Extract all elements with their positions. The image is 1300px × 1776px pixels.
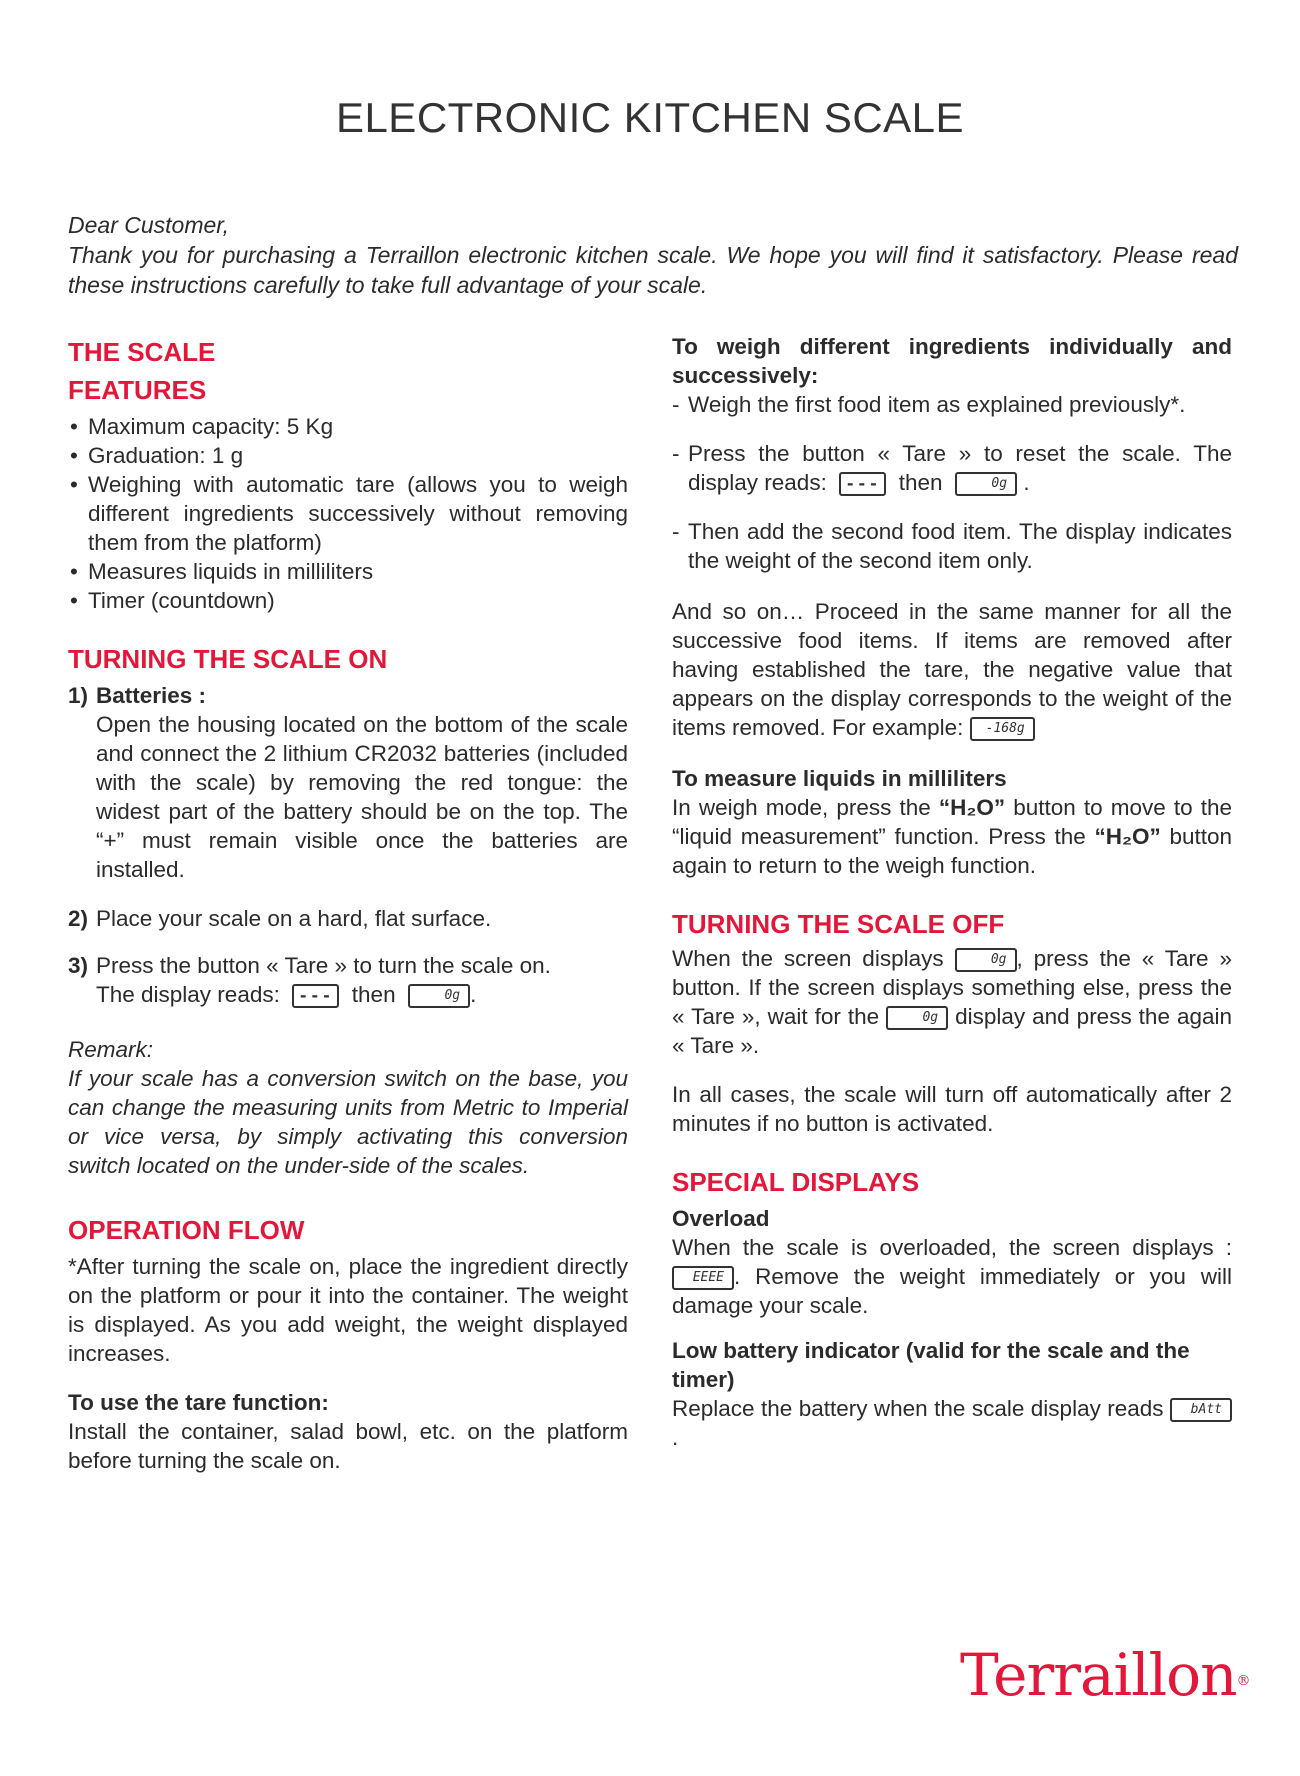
lowbat-text-part: Replace the battery when the scale display reads (672, 1396, 1164, 1421)
step-text: Then add the second food item. The display indicates the weight of the second item only. (688, 519, 1232, 573)
off-text (672, 944, 1232, 1060)
step-text: Press the button « Tare » to turn the scale on. (96, 953, 551, 978)
list-item: • Weighing with automatic tare (allows you to weigh different ingredients successively without removing them from the platform) (68, 470, 628, 557)
then-label: then (898, 470, 943, 495)
h2o-label: “H₂O” (1094, 824, 1161, 849)
lcd-zero-display: 0g (955, 472, 1017, 496)
feature-list (68, 412, 628, 615)
weigh-step-1: - Weigh the first food item as explained previously*. (672, 390, 1232, 419)
lcd-zero-display: 0g (886, 1006, 948, 1030)
step-number: 2) (68, 906, 89, 931)
then-label: then (351, 982, 396, 1007)
step-title: Batteries : (96, 683, 207, 708)
and-so-on-part: And so on… Proceed in the same manner for all the successive food items. If items are removed after having established the tare, the negative value that appears on the display corresponds to the weight of the items removed. For example: (672, 599, 1232, 740)
operation-text: *After turning the scale on, place the ingredient directly on the platform or pour it into the container. The weight is displayed. As you add weight, the weight displayed increases. (68, 1254, 628, 1366)
liquids-text-part: In weigh mode, press the (672, 795, 939, 820)
lcd-overload-display: EEEE (672, 1266, 734, 1290)
lowbat-text: Replace the battery when the scale display reads bAtt . (672, 1394, 1232, 1452)
section-special-displays: SPECIAL DISPLAYS (672, 1167, 920, 1197)
liquids-text (672, 793, 1232, 880)
list-item: • Graduation: 1 g (68, 441, 628, 470)
page-title: ELECTRONIC KITCHEN SCALE (335, 94, 965, 141)
intro-text: Thank you for purchasing a Terraillon electronic kitchen scale. We hope you will find it satisfactory. Please read these instructions carefully to take full advantage of your scale. (68, 242, 1238, 298)
step-text: Weigh the first food item as explained previously*. (688, 392, 1186, 417)
section-turning-off: TURNING THE SCALE OFF (672, 909, 1005, 939)
weigh-title: To weigh different ingredients individually and successively: (672, 334, 1232, 388)
step-display-line: The display reads: --- then 0g . (96, 982, 477, 1007)
step-number: 1) (68, 683, 89, 708)
registered-mark: ® (1236, 1673, 1250, 1689)
lcd-zero-display: 0g (955, 948, 1017, 972)
overload-title: Overload (672, 1206, 770, 1231)
step-batteries (68, 681, 628, 884)
section-the-scale: THE SCALE (68, 337, 216, 367)
off-auto-text: In all cases, the scale will turn off automatically after 2 minutes if no button is activated. (672, 1082, 1232, 1136)
step-text: Press the button « Tare » to reset the scale. The display reads: --- then 0g . (688, 441, 1232, 495)
remark (68, 1035, 628, 1180)
section-turning-on: TURNING THE SCALE ON (68, 644, 388, 674)
step-number: 3) (68, 953, 89, 978)
step-text-part: Press the button « Tare » to reset the scale. The display reads: (688, 441, 1232, 495)
terraillon-logo (960, 1640, 1250, 1710)
display-reads-label: The display reads: (96, 982, 280, 1007)
step-text: Open the housing located on the bottom of the scale and connect the 2 lithium CR2032 batteries (included with the scale) by removing the red tongue: the widest part of the battery should be on the top. The “+” must remain visible once the batteries are installed. (96, 712, 628, 882)
lcd-dashes-display: --- (839, 472, 886, 496)
list-item: • Measures liquids in milliliters (68, 557, 628, 586)
tare-title: To use the tare function: (68, 1390, 329, 1415)
section-operation-flow: OPERATION FLOW (68, 1215, 305, 1245)
liquids-text-part: button to move to the “liquid measurement” function. Press the (672, 795, 1232, 849)
lcd-dashes-display: --- (292, 984, 339, 1008)
step-surface (68, 904, 628, 933)
step-text: Place your scale on a hard, flat surface. (96, 906, 492, 931)
logo-text: Terraillon (960, 1641, 1237, 1709)
greeting: Dear Customer, (68, 212, 230, 238)
section-features: FEATURES (68, 375, 207, 405)
h2o-label: “H₂O” (938, 795, 1006, 820)
remark-label: Remark: (68, 1037, 154, 1062)
list-item: • Timer (countdown) (68, 586, 628, 615)
off-text-part: display and press the again « Tare ». (672, 1004, 1232, 1058)
liquids-title: To measure liquids in milliliters (672, 766, 1007, 791)
remark-text: If your scale has a conversion switch on the base, you can change the measuring units from Metric to Imperial or vice versa, by simply activating this conversion switch located on the under-side of the scales. (68, 1066, 628, 1178)
weigh-step-3: - Then add the second food item. The display indicates the weight of the second item only. (672, 519, 1232, 573)
off-text-part: , press the « Tare » button. If the screen displays something else, press the « Tare », wait for the (672, 946, 1232, 1029)
overload-text (672, 1233, 1232, 1320)
tare-text: Install the container, salad bowl, etc. on the platform before turning the scale on. (68, 1419, 628, 1473)
overload-text-part: . Remove the weight immediately or you will damage your scale. (672, 1264, 1232, 1318)
lowbat-title: Low battery indicator (valid for the scale and the timer) (672, 1338, 1190, 1392)
lcd-negative-display: -168g (970, 717, 1035, 741)
lcd-zero-display: 0g (408, 984, 470, 1008)
lcd-battery-display: bAtt (1170, 1398, 1232, 1422)
liquids-text-part: button again to return to the weigh function. (672, 824, 1233, 878)
step-turn-on (68, 951, 628, 1009)
left-column (68, 336, 628, 1475)
weigh-step-2: - Press the button « Tare » to reset the scale. The display reads: --- then 0g . (672, 441, 1232, 495)
right-column (672, 332, 1232, 1452)
off-text-part: When the screen displays (672, 946, 944, 971)
overload-text-part: When the scale is overloaded, the screen displays : (672, 1235, 1232, 1260)
list-item: • Maximum capacity: 5 Kg (68, 412, 628, 441)
and-so-on-text (672, 597, 1232, 742)
intro (68, 210, 1238, 300)
